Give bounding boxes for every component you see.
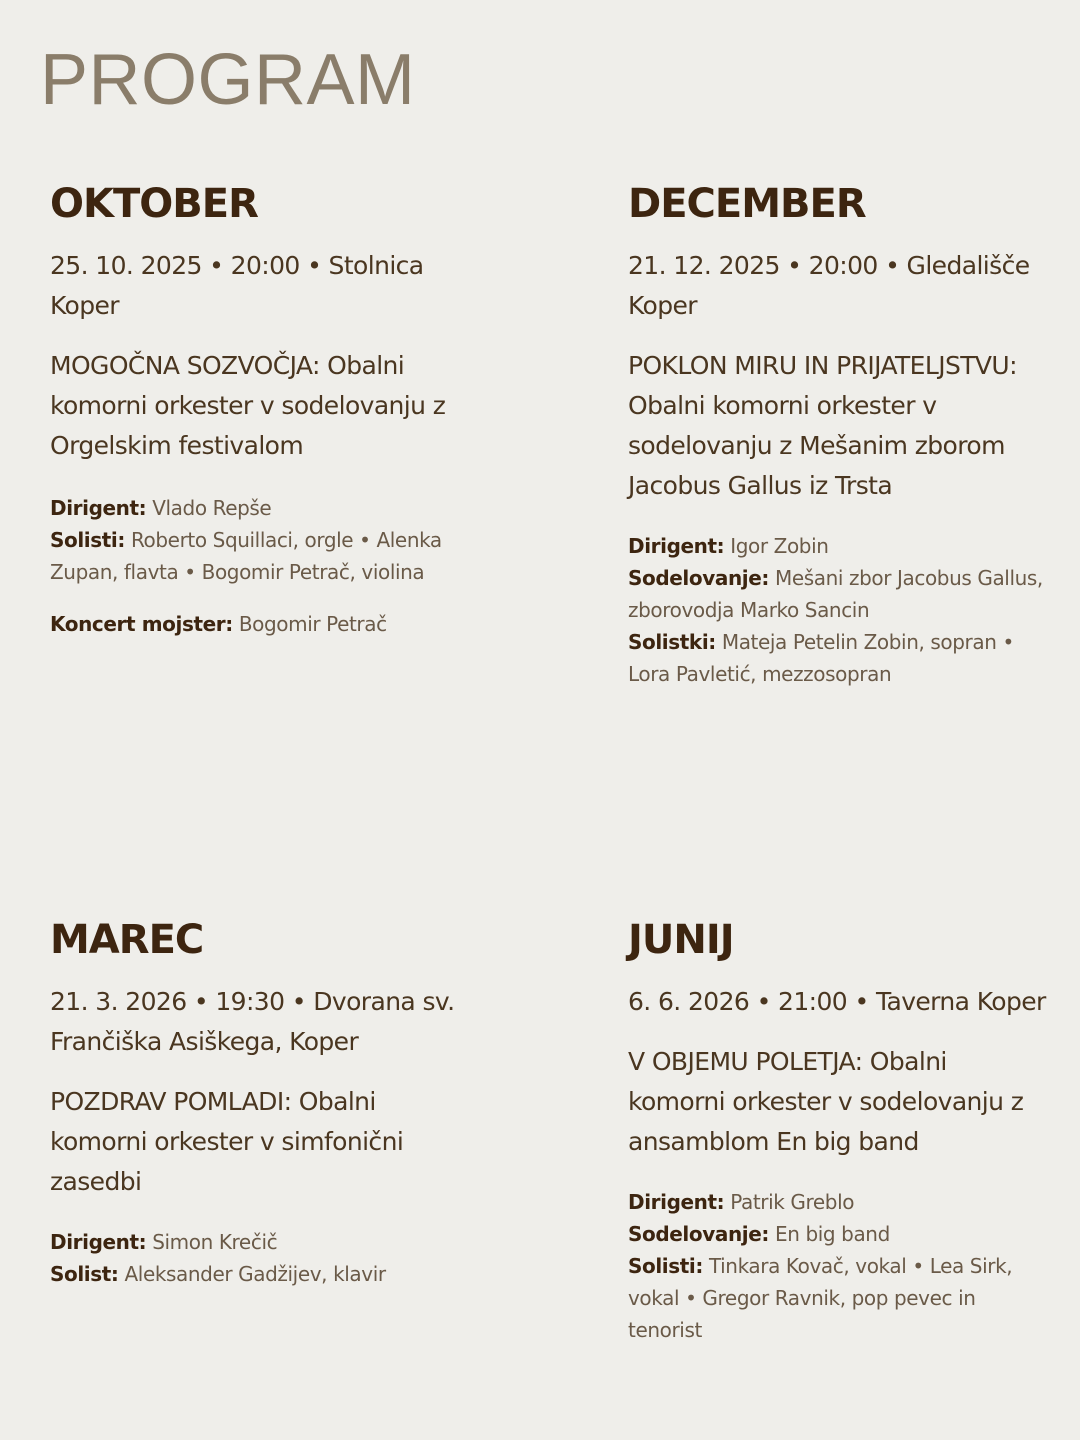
event-title: POZDRAV POMLADI: Obalni komorni orkester v simfonični zasedbi [50,1087,404,1196]
event-date-venue: 21. 3. 2026 • 19:30 • Dvorana sv. Frančiška Asiškega, Koper [50,987,455,1056]
credit-participation [628,1218,1048,1250]
credit-value: Igor Zobin [730,534,829,558]
credit-value: Roberto Squillaci, orgle • Alenka Zupan, flavta • Bogomir Petrač, violina [50,528,442,584]
credit-conductor [50,1226,470,1258]
credit-soloists [50,524,480,588]
credit-label: Solist: [50,1262,119,1286]
event-month: MAREC [50,917,204,963]
credit-value: En big band [774,1222,890,1246]
event-marec [50,916,470,1290]
credit-label: Solistki: [628,630,716,654]
credit-value: Patrik Greblo [730,1190,855,1214]
credit-label: Dirigent: [50,496,147,520]
event-month: DECEMBER [628,181,866,227]
credit-label: Solisti: [50,528,125,552]
event-month: OKTOBER [50,181,258,227]
credit-value: Bogomir Petrač [238,612,387,636]
event-title: MOGOČNA SOZVOČJA: Obalni komorni orkester v sodelovanju z Orgelskim festivalom [50,351,446,460]
credit-soloists [628,1250,1048,1346]
event-title: V OBJEMU POLETJA: Obalni komorni orkester v sodelovanju z ansamblom En big band [628,1047,1024,1156]
credit-soloist [50,1258,470,1290]
credit-value: Mateja Petelin Zobin, sopran • Lora Pavletić, mezzosopran [628,630,1014,686]
credit-label: Sodelovanje: [628,566,770,590]
credit-soloists [628,626,1048,690]
event-december [628,180,1048,690]
event-title: POKLON MIRU IN PRIJATELJSTVU: Obalni komorni orkester v sodelovanju z Mešanim zborom Jacobus Gallus iz Trsta [628,351,1017,500]
credit-participation [628,562,1048,626]
credit-label: Dirigent: [628,534,725,558]
credit-conductor [628,1186,1048,1218]
page-title: PROGRAM [40,40,416,120]
credit-conductor [628,530,1048,562]
credit-value: Tinkara Kovač, vokal • Lea Sirk, vokal • Gregor Ravnik, pop pevec in tenorist [628,1254,1013,1342]
event-date-venue: 25. 10. 2025 • 20:00 • Stolnica Koper [50,251,424,320]
credit-label: Sodelovanje: [628,1222,770,1246]
event-junij [628,916,1048,1346]
credit-label: Koncert mojster: [50,612,233,636]
credit-value: Aleksander Gadžijev, klavir [124,1262,386,1286]
credit-value: Mešani zbor Jacobus Gallus, zborovodja Marko Sancin [628,566,1043,622]
credit-label: Dirigent: [628,1190,725,1214]
event-date-venue: 6. 6. 2026 • 21:00 • Taverna Koper [628,987,1046,1016]
credit-value: Vlado Repše [152,496,272,520]
credit-concertmaster [50,608,480,640]
event-month: JUNIJ [628,917,734,963]
event-date-venue: 21. 12. 2025 • 20:00 • Gledališče Koper [628,251,1030,320]
credit-label: Solisti: [628,1254,703,1278]
event-oktober [50,180,480,640]
credit-label: Dirigent: [50,1230,147,1254]
credit-value: Simon Krečič [152,1230,278,1254]
credit-conductor [50,492,480,524]
